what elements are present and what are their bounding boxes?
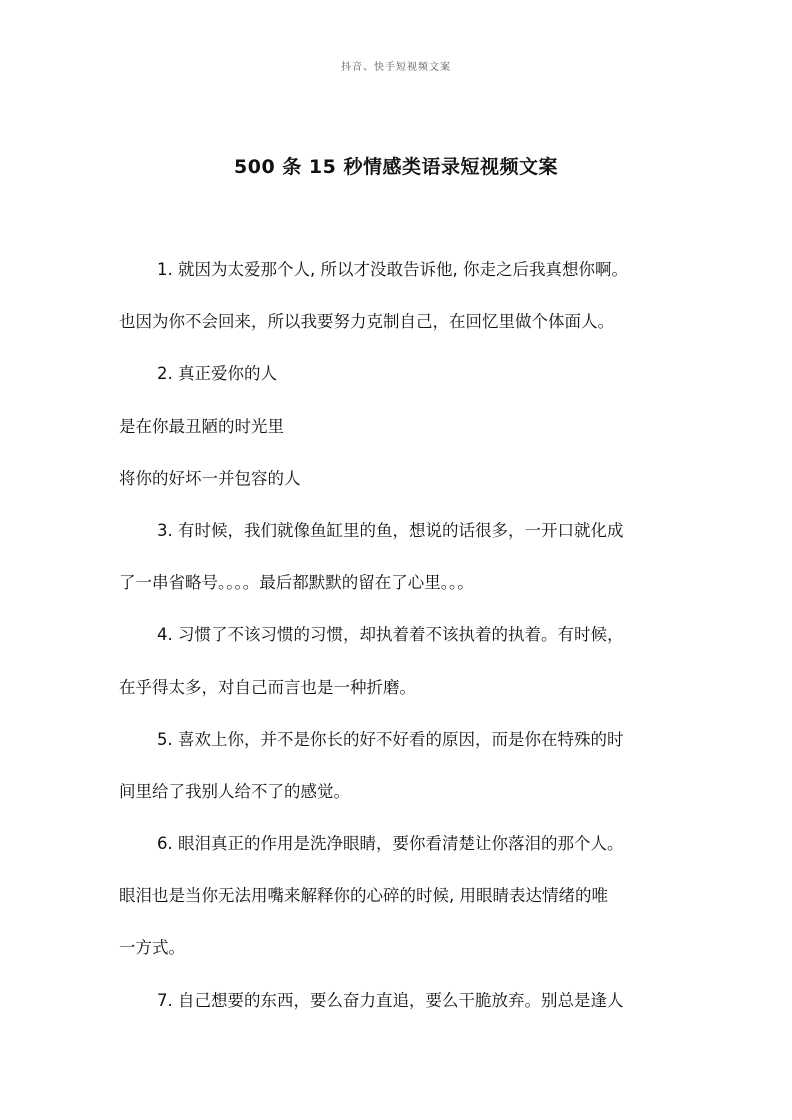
paragraph-line: 眼泪也是当你无法用嘴来解释你的心碎的时候, 用眼睛表达情绪的唯 bbox=[119, 886, 608, 906]
paragraph-line: 也因为你不会回来，所以我要努力克制自己，在回忆里做个体面人。 bbox=[119, 312, 614, 332]
header-note: 抖音、快手短视频文案 bbox=[341, 62, 451, 73]
paragraph-first-line: 1. 就因为太爱那个人, 所以才没敢告诉他, 你走之后我真想你啊。 bbox=[157, 260, 628, 279]
document-title: 500 条 15 秒情感类语录短视频文案 bbox=[234, 156, 558, 178]
paragraph-line: 一方式。 bbox=[119, 938, 185, 958]
paragraph-first-line: 3. 有时候，我们就像鱼缸里的鱼，想说的话很多，一开口就化成 bbox=[157, 520, 624, 540]
paragraph-line: 是在你最丑陋的时光里 bbox=[119, 416, 284, 436]
paragraph-line: 在乎得太多，对自己而言也是一种折磨。 bbox=[119, 677, 416, 697]
paragraph-first-line: 6. 眼泪真正的作用是洗净眼睛，要你看清楚让你落泪的那个人。 bbox=[157, 834, 624, 854]
paragraph-line: 了一串省略号。。。。最后都默默的留在了心里。。。 bbox=[119, 573, 474, 593]
document-body bbox=[119, 252, 679, 1035]
paragraph-first-line: 2. 真正爱你的人 bbox=[157, 364, 277, 384]
paragraph-line: 间里给了我别人给不了的感觉。 bbox=[119, 781, 350, 801]
paragraph-first-line: 4. 习惯了不该习惯的习惯，却执着着不该执着的执着。有时候， bbox=[157, 625, 624, 645]
paragraph-first-line: 5. 喜欢上你，并不是你长的好不好看的原因，而是你在特殊的时 bbox=[157, 729, 624, 749]
paragraph-first-line: 7. 自己想要的东西，要么奋力直追，要么干脆放弃。别总是逢人 bbox=[157, 990, 624, 1010]
paragraph-line: 将你的好坏一并包容的人 bbox=[119, 468, 301, 488]
